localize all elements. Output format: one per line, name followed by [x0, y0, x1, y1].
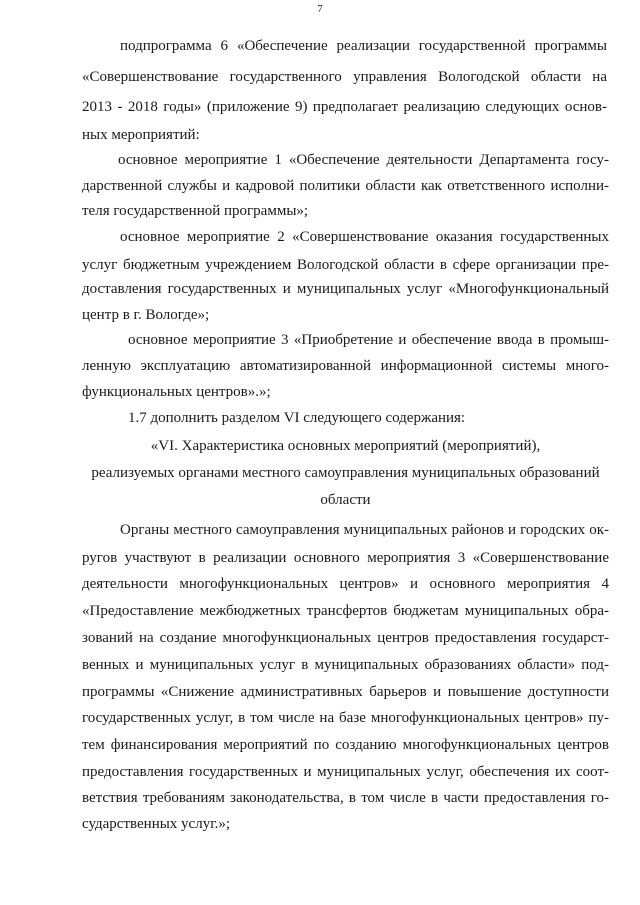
section-heading-line: реализуемых органами местного самоуправления муниципальных образований — [91, 465, 600, 481]
text-line: основное мероприятие 2 «Совершенствование оказания государственных — [120, 229, 609, 245]
text-line: ветствия требованиям законодательства, в том числе в части предоставления го- — [82, 790, 609, 806]
text-line: теля государственной программы»; — [82, 203, 309, 219]
text-line: зований на создание многофункциональных центров предоставления государст- — [82, 630, 609, 646]
text-line: деятельности многофункциональных центров» и основного мероприятия 4 — [82, 576, 609, 592]
text-line: Органы местного самоуправления муниципальных районов и городских ок- — [120, 522, 609, 538]
text-line: подпрограмма 6 «Обеспечение реализации государственной программы — [120, 38, 607, 54]
text-line: центр в г. Вологде»; — [82, 307, 210, 323]
text-line: функциональных центров».»; — [82, 384, 271, 400]
text-line: дарственной службы и кадровой политики области как ответственного исполни- — [82, 178, 609, 194]
text-line: государственных услуг, в том числе на базе многофункциональных центров» пу- — [82, 710, 609, 726]
text-line: ленную эксплуатацию автоматизированной информационной системы много- — [82, 358, 609, 374]
text-line: сударственных услуг.»; — [82, 816, 231, 832]
text-line: доставления государственных и муниципальных услуг «Многофункциональный — [82, 281, 609, 297]
text-line: венных и муниципальных услуг в муниципальных образованиях области» под- — [82, 657, 609, 673]
text-line: тем финансирования мероприятий по созданию многофункциональных центров — [82, 737, 609, 753]
text-line: ругов участвуют в реализации основного мероприятия 3 «Совершенствование — [82, 550, 609, 566]
text-line: услуг бюджетным учреждением Вологодской области в сфере организации пре- — [82, 257, 609, 273]
text-line: программы «Снижение административных барьеров и повышение доступности — [82, 684, 609, 700]
text-line: основное мероприятие 1 «Обеспечение деятельности Департамента госу- — [118, 152, 609, 168]
text-line: «Совершенствование государственного управления Вологодской области на — [82, 69, 607, 85]
page-number: 7 — [317, 3, 323, 15]
text-line: 2013 - 2018 годы» (приложение 9) предполагает реализацию следующих основ- — [82, 99, 607, 115]
text-line: «Предоставление межбюджетных трансфертов бюджетам муниципальных обра- — [82, 603, 609, 619]
text-line: 1.7 дополнить разделом VI следующего содержания: — [128, 410, 466, 426]
text-line: предоставления государственных и муниципальных услуг, обеспечения их соот- — [82, 764, 609, 780]
section-heading-line: области — [320, 492, 371, 508]
section-heading-line: «VI. Характеристика основных мероприятий (мероприятий), — [150, 438, 541, 454]
text-line: ных мероприятий: — [82, 127, 200, 143]
text-line: основное мероприятие 3 «Приобретение и обеспечение ввода в промыш- — [128, 332, 609, 348]
